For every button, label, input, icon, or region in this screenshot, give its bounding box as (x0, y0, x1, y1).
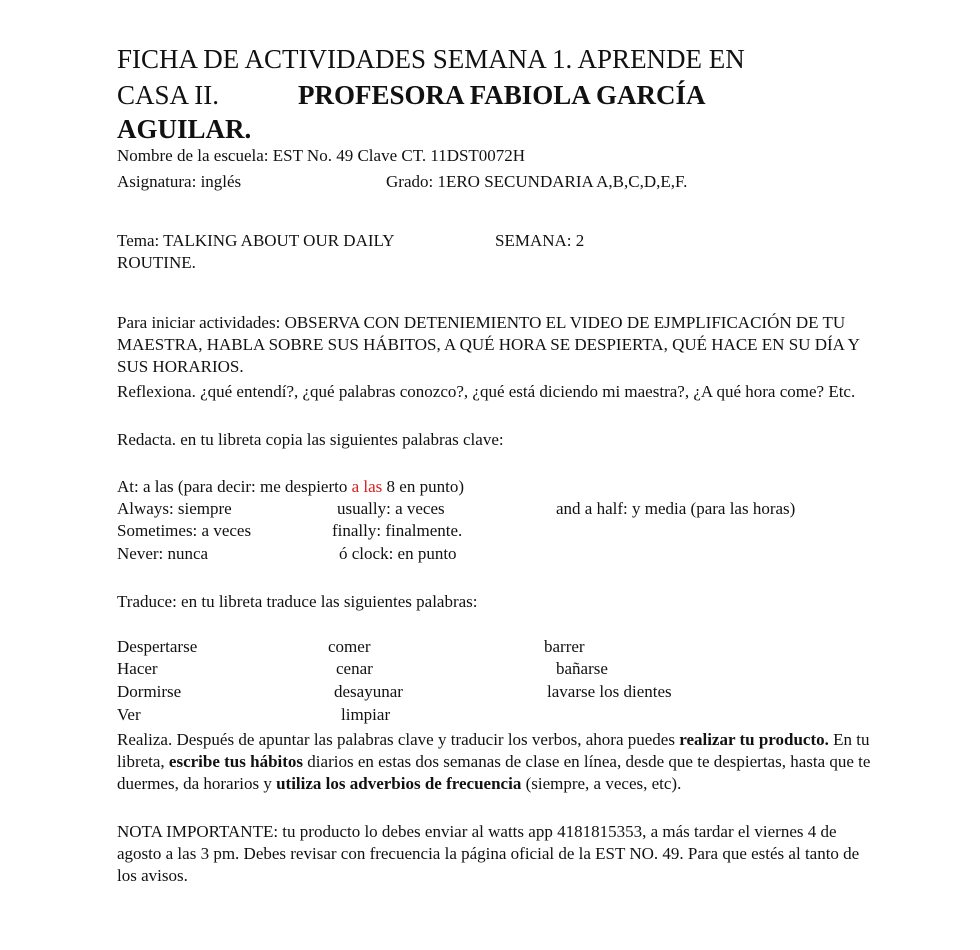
verb-list-item: cenar (336, 659, 373, 678)
realize-bold-2: escribe tus hábitos (168, 752, 304, 771)
verb-list-item: desayunar (334, 682, 403, 701)
keyword-oclock: ó clock: en punto (339, 544, 457, 563)
keyword-never: Never: nunca (117, 544, 209, 563)
keyword-at-suffix: 8 en punto) (382, 477, 464, 496)
realize-text-3: diarios en estas dos semanas de clase en línea, desde que te despiertas, hasta que te duermes, da horarios y (117, 752, 871, 793)
realize-bold-1: realizar tu producto. (679, 730, 829, 749)
title-surname-bold: AGUILAR. (117, 114, 252, 144)
verb-list-item: limpiar (341, 705, 391, 724)
title-line-2a: CASA II. (117, 80, 220, 110)
realize-text-2: En tu libreta, (117, 730, 870, 771)
verb-list-item: lavarse los dientes (547, 682, 672, 701)
realize-bold-3: utiliza los adverbios de frecuencia (276, 774, 522, 793)
school-name: Nombre de la escuela: EST No. 49 Clave CT. 11DST0072H (117, 146, 526, 165)
topic-line-1: Tema: TALKING ABOUT OUR DAILY (117, 231, 395, 250)
keyword-sometimes: Sometimes: a veces (117, 521, 252, 540)
verb-list-item: Hacer (117, 659, 158, 678)
subject: Asignatura: inglés (117, 172, 242, 191)
translate-instruction: Traduce: en tu libreta traduce las siguientes palabras: (117, 592, 478, 611)
reflect-paragraph: Reflexiona. ¿qué entendí?, ¿qué palabras conozco?, ¿qué está diciendo mi maestra?, ¿A qué hora come? Etc. (117, 382, 856, 401)
realize-text-4: (siempre, a veces, etc). (521, 774, 682, 793)
keyword-at-highlight: a las (351, 477, 383, 496)
keyword-half: and a half: y media (para las horas) (556, 499, 796, 518)
verb-list-item: bañarse (556, 659, 608, 678)
verb-list-item: Ver (117, 705, 141, 724)
keyword-finally: finally: finalmente. (332, 521, 463, 540)
realize-text-1: Realiza. Después de apuntar las palabras clave y traducir los verbos, ahora puedes (117, 730, 680, 749)
keyword-usually: usually: a veces (337, 499, 445, 518)
realize-paragraph (117, 729, 877, 795)
verb-list-item: barrer (544, 637, 585, 656)
week: SEMANA: 2 (495, 231, 585, 250)
verb-list-item: Dormirse (117, 682, 182, 701)
keyword-at-prefix: At: a las (para decir: me despierto (117, 477, 352, 496)
title-line-1: FICHA DE ACTIVIDADES SEMANA 1. APRENDE EN (117, 44, 745, 74)
title-teacher-bold: PROFESORA FABIOLA GARCÍA (298, 80, 706, 110)
verb-list-item: comer (328, 637, 371, 656)
keyword-always: Always: siempre (117, 499, 232, 518)
important-note: NOTA IMPORTANTE: tu producto lo debes enviar al watts app 4181815353, a más tardar el viernes 4 de agosto a las 3 pm. Debes revisar con frecuencia la página oficial de la EST NO. 49. Para que estés al tanto de los avisos. (117, 822, 860, 885)
title-line-3 (117, 110, 251, 148)
start-activities-paragraph: Para iniciar actividades: OBSERVA CON DETENIEMIENTO EL VIDEO DE EJMPLIFICACIÓN DE TU MAESTRA, HABLA SOBRE SUS HÁBITOS, A QUÉ HORA SE DESPIERTA, QUÉ HACE EN SU DÍA Y SUS HORARIOS. (117, 313, 860, 376)
verb-list-item: Despertarse (117, 637, 198, 656)
keyword-at (117, 476, 464, 498)
grade: Grado: 1ERO SECUNDARIA A,B,C,D,E,F. (386, 172, 688, 191)
write-instruction: Redacta. en tu libreta copia las siguientes palabras clave: (117, 430, 504, 449)
topic-line-2: ROUTINE. (117, 253, 196, 272)
title-teacher-name (298, 76, 706, 114)
